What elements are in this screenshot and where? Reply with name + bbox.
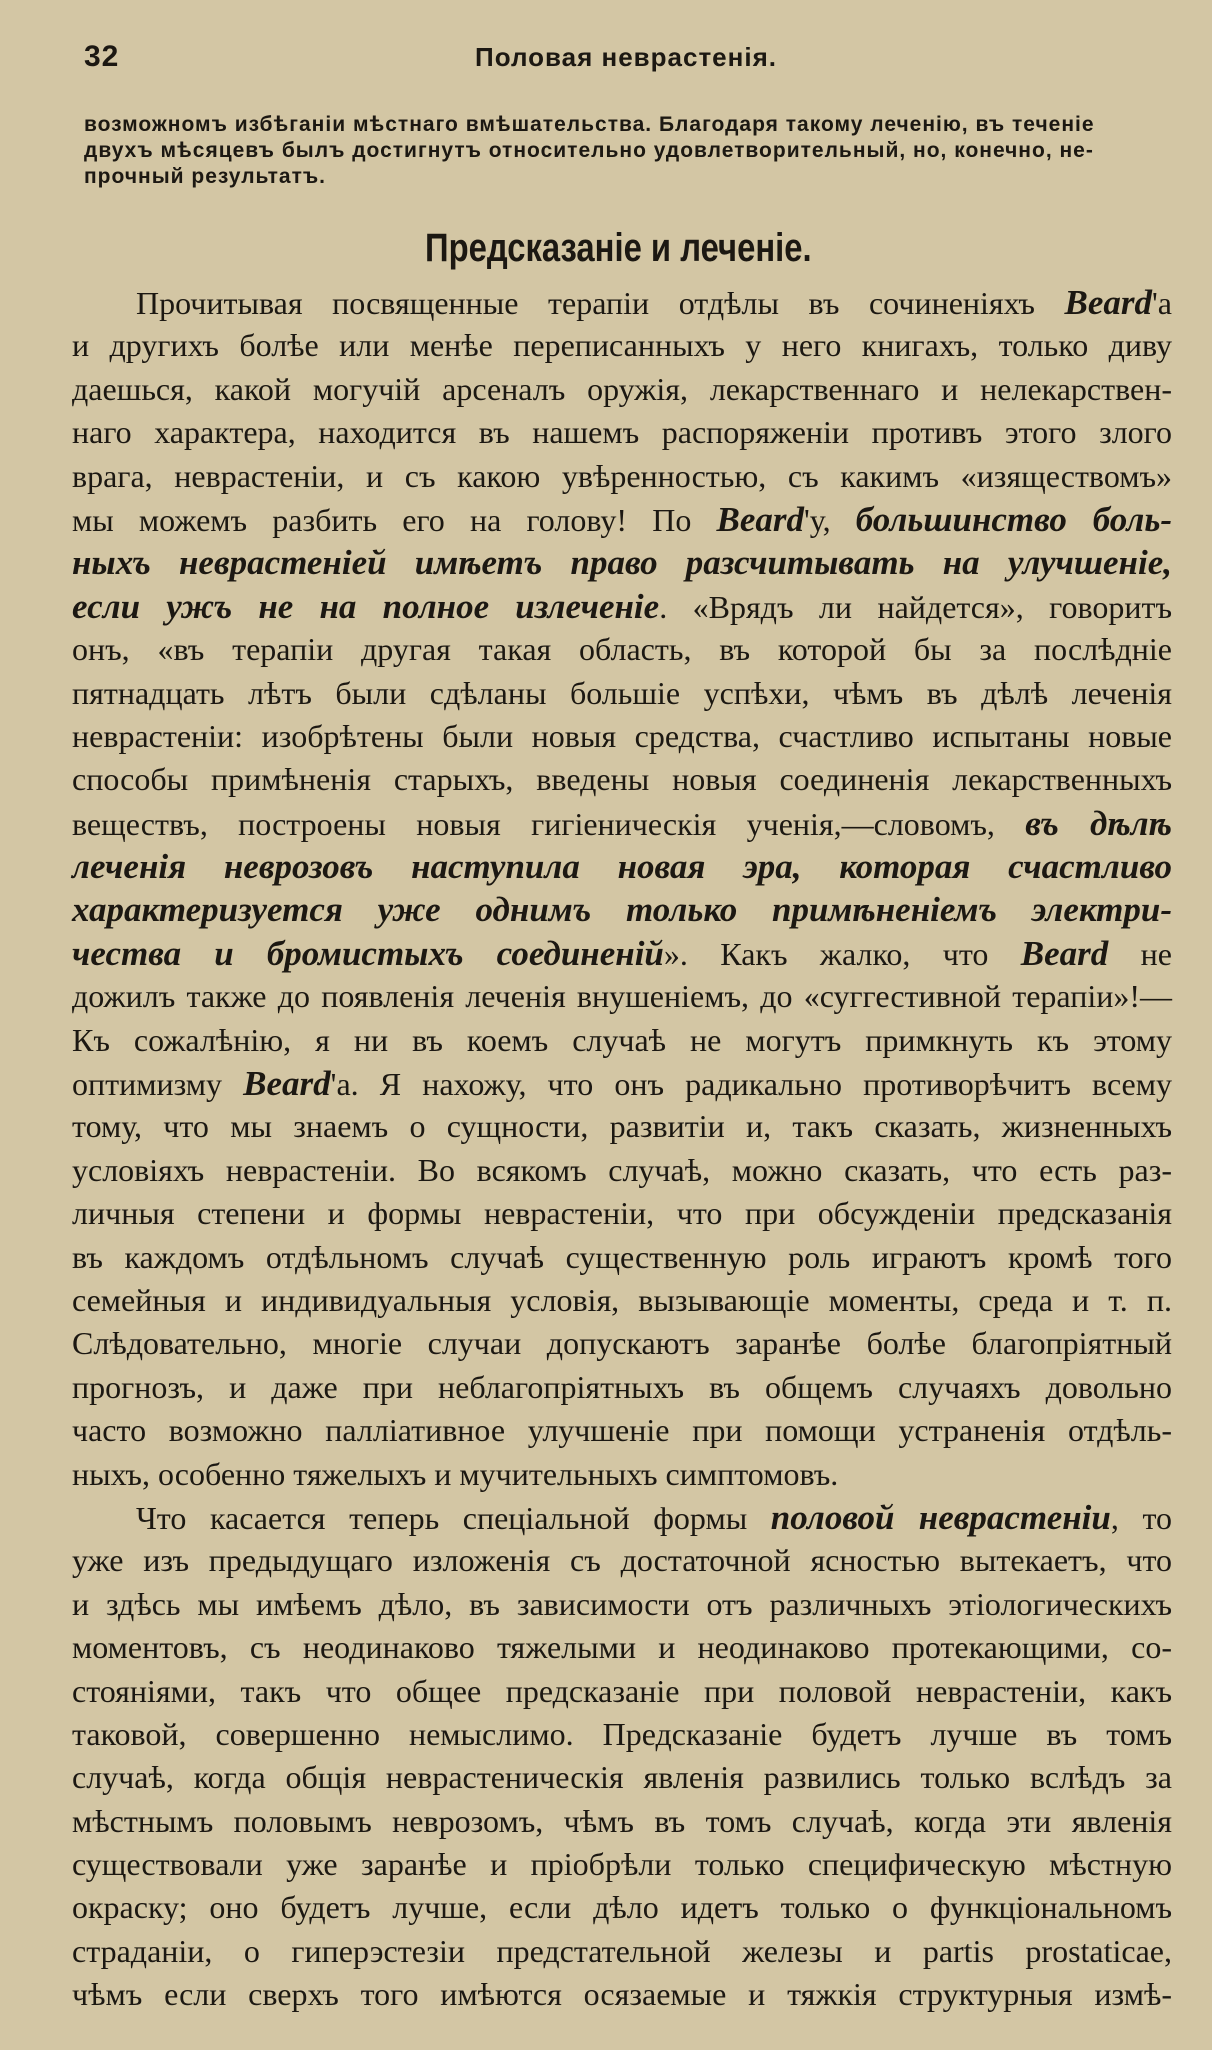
text-line: ныхъ неврастеніей имѣетъ право разсчитывать на улучшеніе, xyxy=(72,543,1172,583)
text-line: если ужъ не на полное излеченіе. «Врядъ ли найдется», говоритъ xyxy=(72,586,1172,626)
text-line: онъ, «въ терапіи другая такая область, въ которой бы за послѣдніе xyxy=(72,631,1172,668)
text-line: моментовъ, съ неодинаково тяжелыми и неодинаково протекающими, со- xyxy=(72,1629,1172,1666)
text-line: таковой, совершенно немыслимо. Предсказаніе будетъ лучше въ томъ xyxy=(72,1715,1172,1752)
text-line: прогнозъ, и даже при неблагопріятныхъ въ общемъ случаяхъ довольно xyxy=(72,1368,1172,1405)
text-line: веществъ, построены новыя гигіеническія ученія,—словомъ, въ дѣлѣ xyxy=(72,803,1172,843)
text-line: семейныя и индивидуальныя условія, вызывающіе моменты, среда и т. п. xyxy=(72,1281,1172,1318)
text-line: леченія неврозовъ наступила новая эра, которая счастливо xyxy=(72,847,1172,887)
text-line: неврастеніи: изобрѣтены были новыя средства, счастливо испытаны новые xyxy=(72,717,1172,754)
text-line: личныя степени и формы неврастеніи, что при обсужденіи предсказанія xyxy=(72,1195,1172,1232)
intro-line: прочный результатъ. xyxy=(84,165,326,188)
text-line: оптимизму Beard'а. Я нахожу, что онъ радикально противорѣчитъ всему xyxy=(72,1064,1173,1104)
text-line: въ каждомъ отдѣльномъ случаѣ существенную роль играютъ кромѣ того xyxy=(72,1238,1172,1275)
text-line: мы можемъ разбить его на голову! По Beard'у, большинство боль- xyxy=(72,499,1173,539)
text-line: условіяхъ неврастеніи. Во всякомъ случаѣ, можно сказать, что есть раз- xyxy=(72,1151,1172,1188)
body-text xyxy=(72,281,1172,2017)
text-line: Прочитывая посвященные терапіи отдѣлы въ сочиненіяхъ Beard'а xyxy=(136,283,1172,322)
text-line: тому, что мы знаемъ о сущности, развитіи и, такъ сказать, жизненныхъ xyxy=(72,1108,1172,1145)
text-line: характеризуется уже однимъ только примѣненіемъ электри- xyxy=(72,890,1172,930)
text-line: Къ сожалѣнію, я ни въ коемъ случаѣ не могутъ примкнуть къ этому xyxy=(72,1021,1172,1058)
intro-line: двухъ мѣсяцевъ былъ достигнутъ относительно удовлетворительный, но, конечно, не- xyxy=(84,139,1094,162)
text-line: пятнадцать лѣтъ были сдѣланы большіе успѣхи, чѣмъ въ дѣлѣ леченія xyxy=(72,674,1172,711)
text-line: даешься, какой могучій арсеналъ оружія, лекарственнаго и нелекарствен- xyxy=(72,370,1172,407)
section-title: Предсказаніе и леченіе. xyxy=(424,226,812,270)
text-line: Что касается теперь спеціальной формы половой неврастеніи, то xyxy=(136,1497,1172,1537)
text-line: стояніями, такъ что общее предсказаніе при половой неврастеніи, какъ xyxy=(72,1672,1172,1709)
intro-line: возможномъ избѣганіи мѣстнаго вмѣшательства. Благодаря такому леченію, въ теченіе xyxy=(84,113,1095,136)
text-line: ныхъ, особенно тяжелыхъ и мучительныхъ симптомовъ. xyxy=(72,1455,839,1492)
text-line: часто возможно палліативное улучшеніе при помощи устраненія отдѣль- xyxy=(72,1412,1172,1449)
text-line: чѣмъ если сверхъ того имѣются осязаемые и тяжкія структурныя измѣ- xyxy=(72,1976,1172,2013)
text-line: страданіи, о гиперэстезіи предстательной железы и partis prostaticae, xyxy=(72,1932,1172,1969)
text-line: существовали уже заранѣе и пріобрѣли только специфическую мѣстную xyxy=(72,1846,1172,1883)
running-title: Половая неврастенія. xyxy=(475,42,777,72)
text-line: чества и бромистыхъ соединеній». Какъ жалко, что Beard не xyxy=(72,933,1173,973)
text-line: дожилъ также до появленія леченія внушеніемъ, до «суггестивной терапіи»!— xyxy=(72,978,1172,1015)
text-line: наго характера, находится въ нашемъ распоряженіи противъ этого злого xyxy=(72,414,1172,451)
text-line: врага, неврастеніи, и съ какою увѣренностью, съ какимъ «изяществомъ» xyxy=(72,457,1172,494)
text-line: мѣстнымъ половымъ неврозомъ, чѣмъ въ томъ случаѣ, когда эти явленія xyxy=(72,1802,1172,1839)
text-line: и другихъ болѣе или менѣе переписанныхъ у него книгахъ, только диву xyxy=(72,327,1172,364)
text-line: Слѣдовательно, многіе случаи допускаютъ заранѣе болѣе благопріятный xyxy=(72,1325,1172,1362)
text-line: способы примѣненія старыхъ, введены новыя соединенія лекарственныхъ xyxy=(72,761,1172,798)
intro-paragraph xyxy=(84,112,1176,190)
text-line: уже изъ предыдущаго изложенія съ достаточной ясностью вытекаетъ, что xyxy=(72,1542,1172,1579)
text-line: и здѣсь мы имѣемъ дѣло, въ зависимости отъ различныхъ этіологическихъ xyxy=(72,1585,1172,1622)
text-line: случаѣ, когда общія неврастеническія явленія развились только вслѣдъ за xyxy=(72,1759,1172,1796)
text-line: окраску; оно будетъ лучше, если дѣло идетъ только о функціональномъ xyxy=(72,1889,1172,1926)
page-number: 32 xyxy=(84,40,120,73)
